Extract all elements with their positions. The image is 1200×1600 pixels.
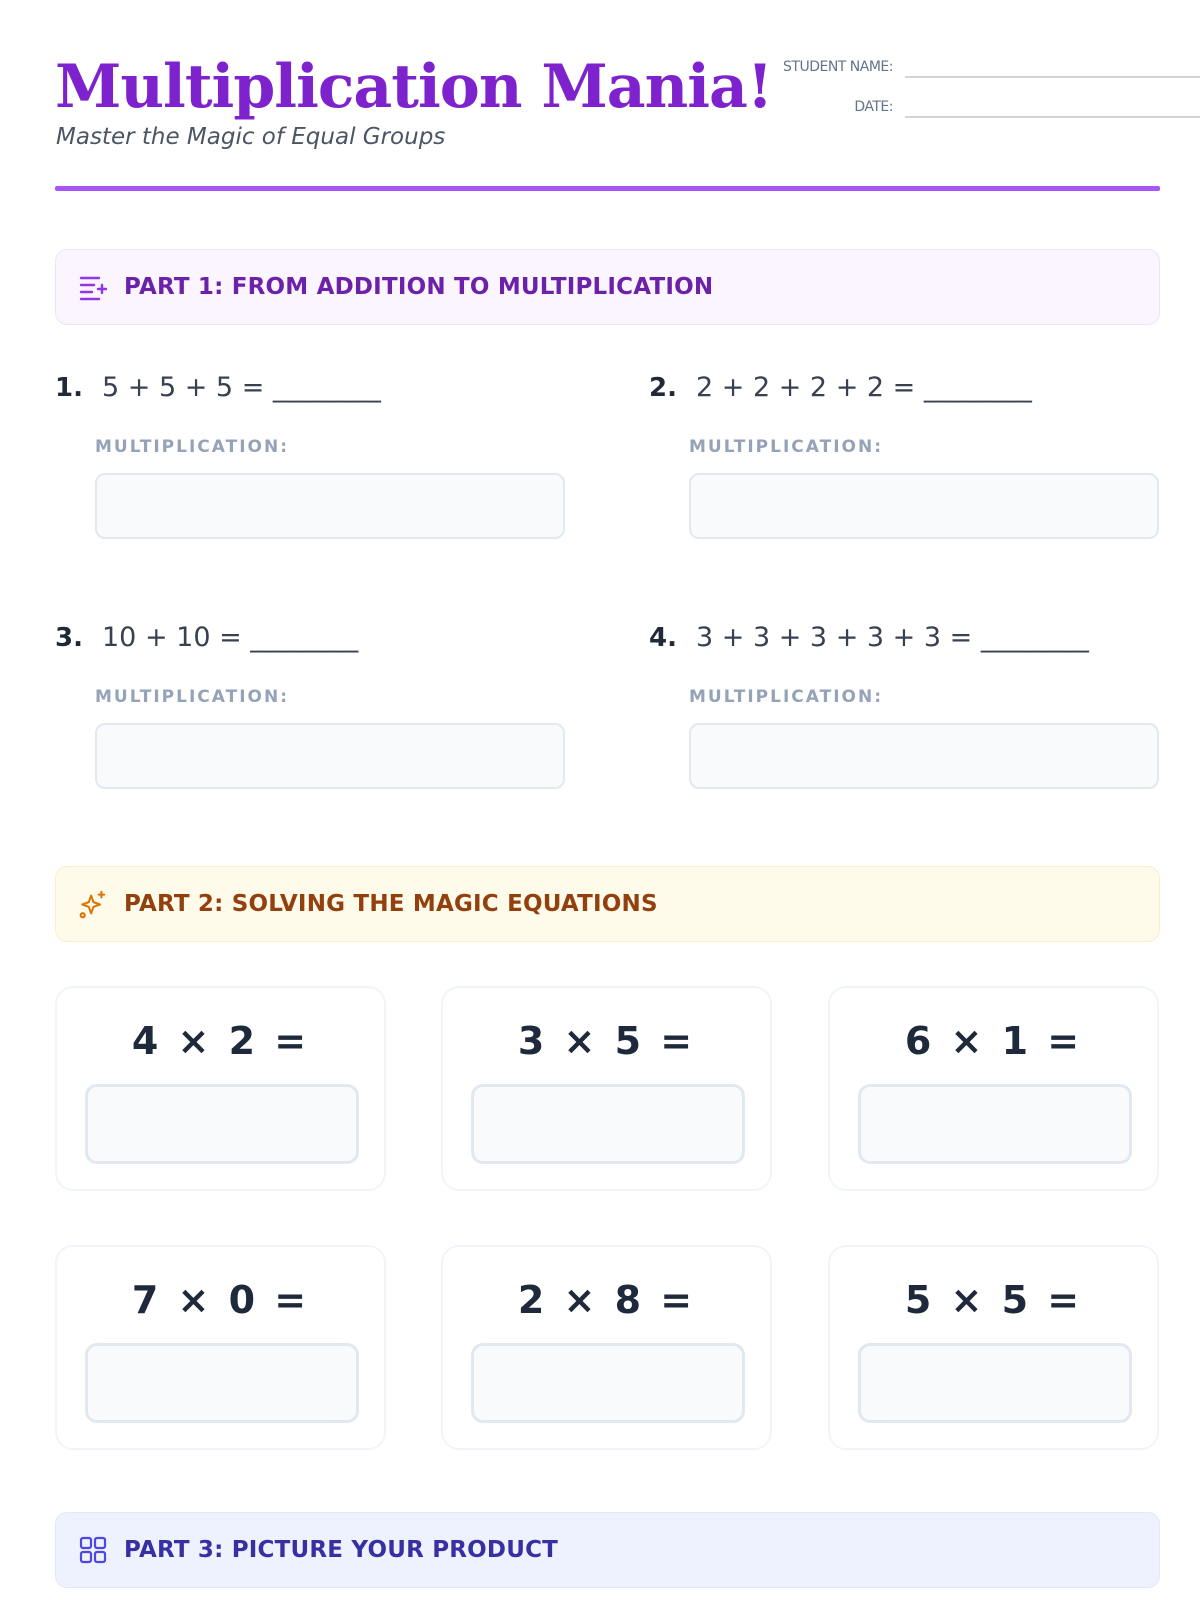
equation-card <box>441 986 772 1191</box>
equation-answer-box[interactable] <box>85 1343 359 1423</box>
equation-answer-box[interactable] <box>858 1084 1132 1164</box>
equation-text: 4 × 2 = <box>131 1019 310 1063</box>
multiplication-label: MULTIPLICATION: <box>689 437 883 457</box>
worksheet-header <box>55 52 1160 197</box>
equation-card <box>828 1245 1159 1450</box>
multiplication-answer-box[interactable] <box>689 723 1159 789</box>
multiplication-answer-box[interactable] <box>689 473 1159 539</box>
equation-card <box>828 986 1159 1191</box>
part2-title: PART 2: SOLVING THE MAGIC EQUATIONS <box>124 891 658 917</box>
header-divider <box>55 186 1160 191</box>
problem-number: 1. <box>55 373 83 403</box>
date-field[interactable] <box>905 116 1200 118</box>
grid-icon <box>78 1535 108 1565</box>
part3-header <box>55 1512 1160 1588</box>
student-name-label: STUDENT NAME: <box>783 59 893 75</box>
part2-header <box>55 866 1160 942</box>
equation-answer-box[interactable] <box>85 1084 359 1164</box>
problem-number: 2. <box>649 373 677 403</box>
problem-2 <box>649 372 1139 539</box>
date-row <box>710 96 1200 118</box>
problem-1 <box>55 372 545 539</box>
problem-expression: 2 + 2 + 2 + 2 = ________ <box>696 372 1032 403</box>
problem-3 <box>55 622 545 789</box>
list-plus-icon <box>78 272 108 302</box>
part3-title: PART 3: PICTURE YOUR PRODUCT <box>124 1537 559 1563</box>
equation-text: 7 × 0 = <box>131 1278 310 1322</box>
equation-card <box>55 986 386 1191</box>
multiplication-label: MULTIPLICATION: <box>95 437 289 457</box>
equation-answer-box[interactable] <box>471 1343 745 1423</box>
equation-text: 2 × 8 = <box>517 1278 696 1322</box>
problem-number: 4. <box>649 623 677 653</box>
multiplication-answer-box[interactable] <box>95 723 565 789</box>
student-name-row <box>710 56 1200 78</box>
multiplication-label: MULTIPLICATION: <box>689 687 883 707</box>
part1-title: PART 1: FROM ADDITION TO MULTIPLICATION <box>124 274 714 300</box>
equation-text: 5 × 5 = <box>904 1278 1083 1322</box>
equation-text: 6 × 1 = <box>904 1019 1083 1063</box>
equation-card <box>441 1245 772 1450</box>
page-subtitle: Master the Magic of Equal Groups <box>56 124 446 150</box>
problem-number: 3. <box>55 623 83 653</box>
problem-4 <box>649 622 1139 789</box>
problem-expression: 5 + 5 + 5 = ________ <box>102 372 381 403</box>
part1-header <box>55 249 1160 325</box>
student-name-field[interactable] <box>905 76 1200 78</box>
multiplication-label: MULTIPLICATION: <box>95 687 289 707</box>
page-title: Multiplication Mania! <box>55 52 773 122</box>
equation-card <box>55 1245 386 1450</box>
equation-answer-box[interactable] <box>858 1343 1132 1423</box>
multiplication-answer-box[interactable] <box>95 473 565 539</box>
equation-text: 3 × 5 = <box>517 1019 696 1063</box>
problem-expression: 10 + 10 = ________ <box>102 622 359 653</box>
sparkles-icon <box>78 889 108 919</box>
date-label: DATE: <box>854 99 893 115</box>
problem-expression: 3 + 3 + 3 + 3 + 3 = ________ <box>696 622 1089 653</box>
equation-answer-box[interactable] <box>471 1084 745 1164</box>
